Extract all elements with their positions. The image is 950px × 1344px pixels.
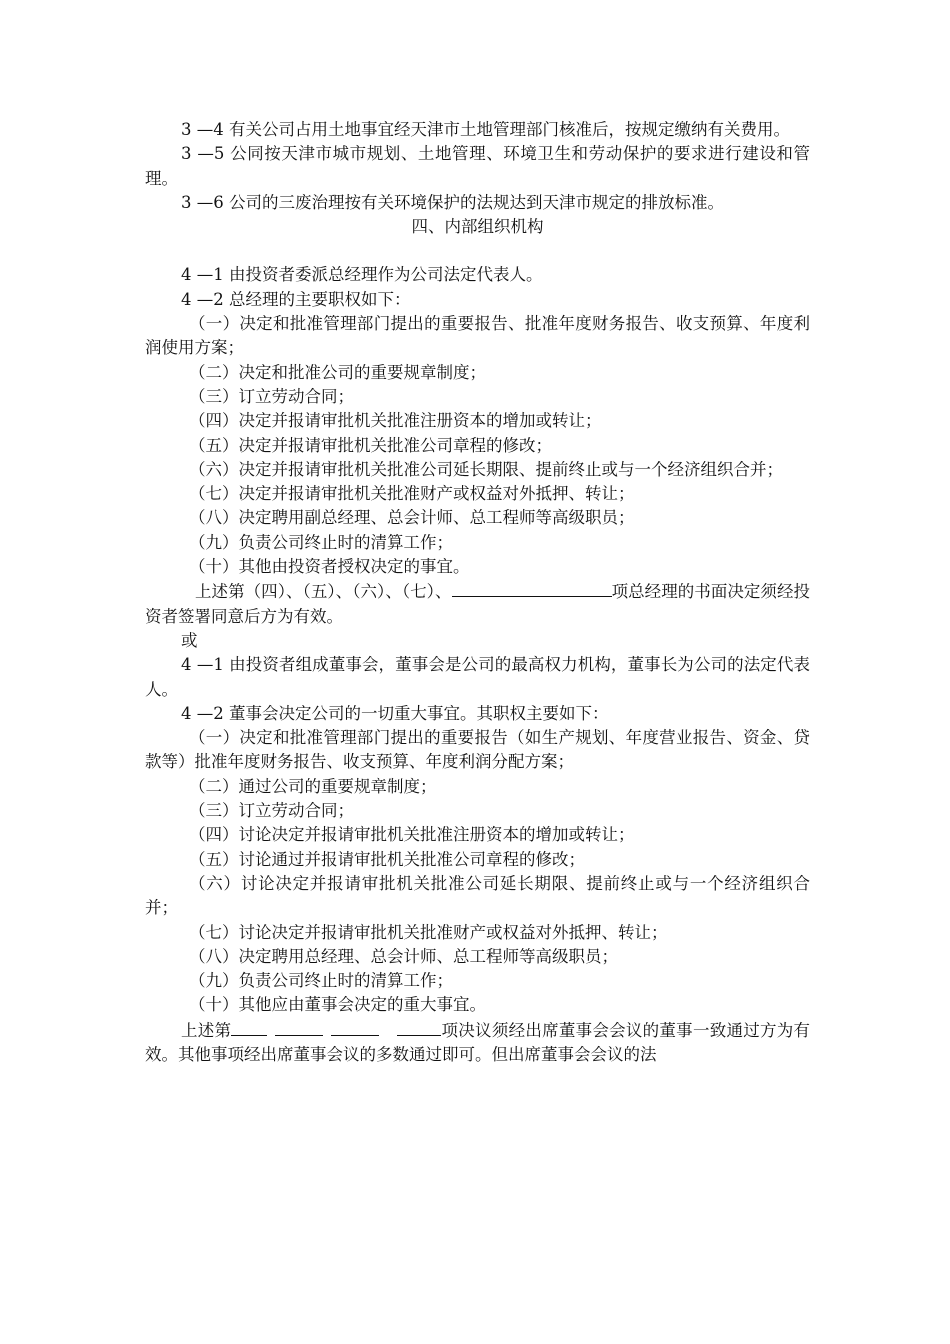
- gm-item-10: （十）其他由投资者授权决定的事宜。: [189, 557, 470, 577]
- blank-line: [397, 1018, 441, 1036]
- clause-3-6: 3 —6 公司的三废治理按有关环境保护的法规达到天津市规定的排放标准。: [181, 192, 724, 212]
- board-item-9: （九）负责公司终止时的清算工作；: [189, 971, 453, 991]
- gm-note-suffix: 项总经理的书面决定须经投资者签署同意后方为有效。: [145, 582, 811, 626]
- gm-item-9: （九）负责公司终止时的清算工作；: [189, 532, 453, 552]
- board-item-8: （八）决定聘用总经理、总会计师、总工程师等高级职员；: [189, 946, 618, 966]
- board-item-7: （七）讨论决定并报请审批机关批准财产或权益对外抵押、转让；: [189, 922, 668, 942]
- clause-3-5: 3 —5 公同按天津市城市规划、土地管理、环境卫生和劳动保护的要求进行建设和管理。: [145, 144, 810, 188]
- clause-4-2: 4 —2 总经理的主要职权如下：: [181, 289, 411, 309]
- gm-item-1: （一）决定和批准管理部门提出的重要报告、批准年度财务报告、收支预算、年度利润使用方案；: [145, 314, 810, 358]
- or-text: 或: [181, 630, 198, 650]
- gm-note-prefix: 上述第（四）、（五）、（六）、（七）、: [195, 582, 452, 602]
- gm-item-8: （八）决定聘用副总经理、总会计师、总工程师等高级职员；: [189, 508, 635, 528]
- blank-line: [231, 1018, 267, 1036]
- board-item-5: （五）讨论通过并报请审批机关批准公司章程的修改；: [189, 849, 585, 869]
- gm-item-5: （五）决定并报请审批机关批准公司章程的修改；: [189, 435, 552, 455]
- board-note: [145, 1018, 810, 1068]
- board-item-3: （三）订立劳动合同；: [189, 801, 354, 821]
- board-note-suffix: 项决议须经出席董事会会议的董事一致通过方为有效。其他事项经出席董事会议的多数通过即可。但出席董事会会议的法: [145, 1020, 811, 1064]
- clause-4-1-alt: 4 —1 由投资者组成董事会，董事会是公司的最高权力机构，董事长为公司的法定代表人。: [145, 655, 810, 699]
- blank-line: [452, 579, 612, 597]
- document-page: [145, 118, 810, 1067]
- board-item-2: （二）通过公司的重要规章制度；: [189, 776, 437, 796]
- clause-4-2-alt: 4 —2 董事会决定公司的一切重大事宜。其职权主要如下：: [181, 703, 609, 723]
- gm-item-2: （二）决定和批准公司的重要规章制度；: [189, 362, 486, 382]
- gm-item-4: （四）决定并报请审批机关批准注册资本的增加或转让；: [189, 411, 602, 431]
- gm-item-3: （三）订立劳动合同；: [189, 386, 354, 406]
- blank-line: [331, 1018, 379, 1036]
- blank-line: [275, 1018, 323, 1036]
- gm-item-6: （六）决定并报请审批机关批准公司延长期限、提前终止或与一个经济组织合并；: [189, 459, 783, 479]
- clause-3-4: 3 —4 有关公司占用土地事宜经天津市土地管理部门核准后，按规定缴纳有关费用。: [181, 120, 790, 139]
- section-4-title: 四、内部组织机构: [411, 217, 544, 237]
- gm-note: [145, 579, 810, 629]
- clause-4-1: 4 —1 由投资者委派总经理作为公司法定代表人。: [181, 265, 543, 285]
- board-item-10: （十）其他应由董事会决定的重大事宜。: [189, 995, 486, 1015]
- board-item-4: （四）讨论决定并报请审批机关批准注册资本的增加或转让；: [189, 825, 635, 845]
- gm-item-7: （七）决定并报请审批机关批准财产或权益对外抵押、转让；: [189, 484, 635, 504]
- board-item-6: （六）讨论决定并报请审批机关批准公司延长期限、提前终止或与一个经济组织合并；: [145, 873, 810, 918]
- board-note-prefix: 上述第: [181, 1020, 232, 1040]
- board-item-1: （一）决定和批准管理部门提出的重要报告（如生产规划、年度营业报告、资金、贷款等）批准年度财务报告、收支预算、年度利润分配方案；: [145, 728, 810, 772]
- spacer: [145, 239, 810, 263]
